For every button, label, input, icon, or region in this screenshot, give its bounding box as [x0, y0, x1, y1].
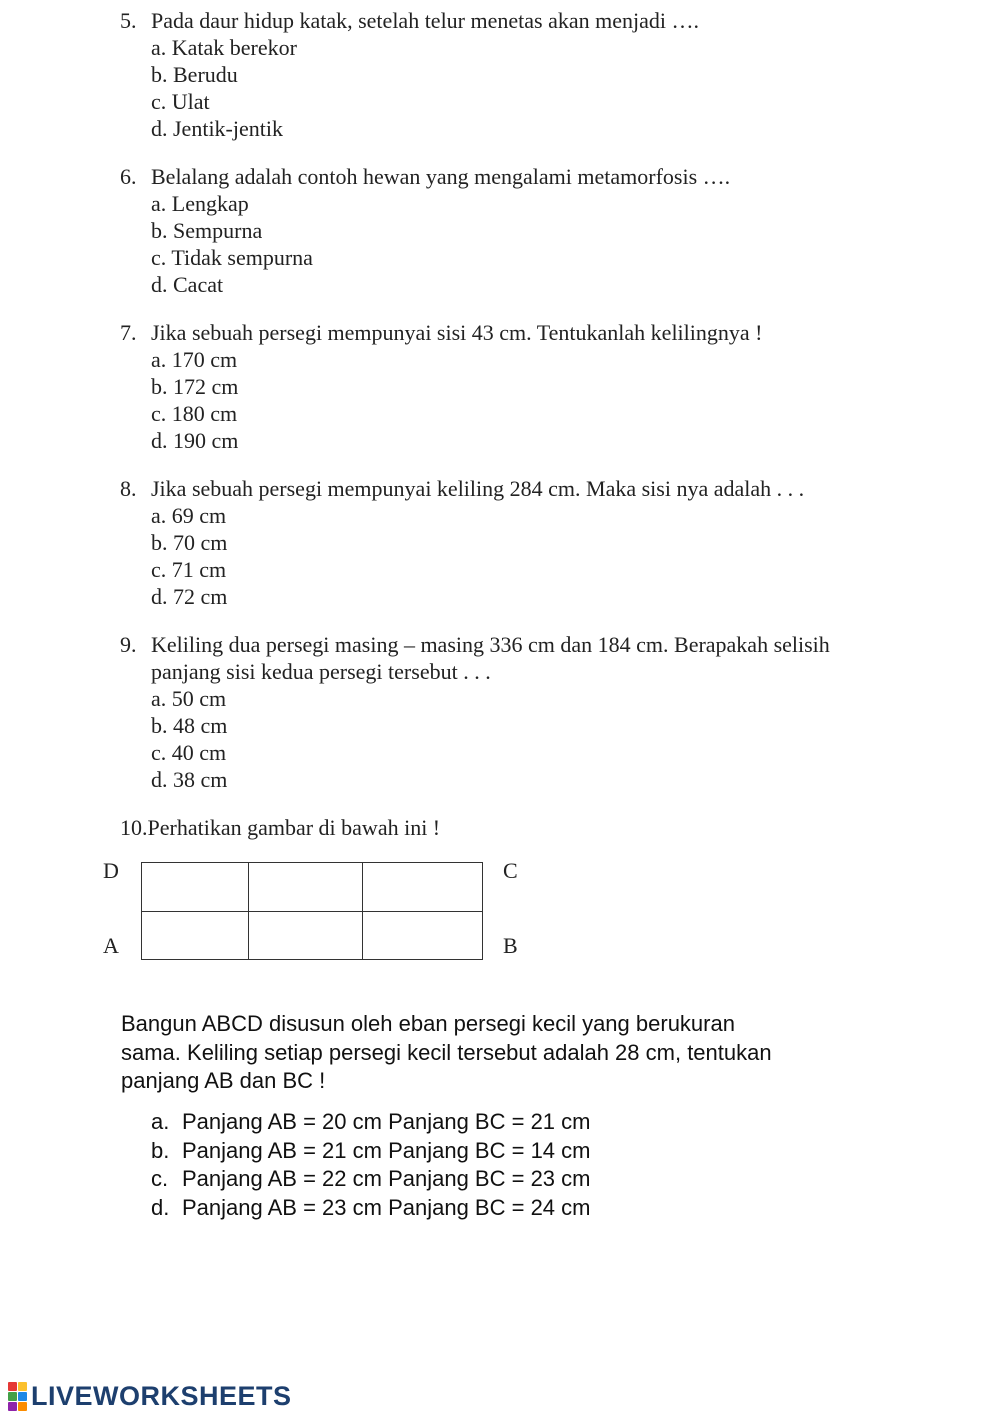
option-c: c. 40 cm — [151, 740, 227, 765]
question-number: 6. — [120, 164, 137, 189]
answer-letter: a. — [151, 1109, 170, 1134]
logo-text: LIVEWORKSHEETS — [31, 1380, 292, 1411]
question-text: Pada daur hidup katak, setelah telur menetas akan menjadi …. — [151, 8, 699, 33]
question-number: 7. — [120, 320, 137, 345]
option-d: d. 72 cm — [151, 584, 228, 609]
answer-option-b — [151, 1137, 590, 1166]
question-number: 5. — [120, 8, 137, 33]
corner-label-a: A — [103, 933, 119, 958]
paragraph-line-1: Bangun ABCD disusun oleh eban persegi kecil yang berukuran — [121, 1011, 735, 1036]
question-text-continued: panjang sisi kedua persegi tersebut . . . — [151, 659, 491, 684]
option-a: a. Katak berekor — [151, 35, 297, 60]
question-text: Belalang adalah contoh hewan yang mengalami metamorfosis …. — [151, 164, 731, 189]
option-c: c. Ulat — [151, 89, 210, 114]
answer-option-c — [151, 1165, 590, 1194]
liveworksheets-logo[interactable] — [8, 1381, 292, 1411]
question-10-paragraph — [121, 1010, 841, 1096]
answer-option-d — [151, 1194, 590, 1223]
grid-vertical-divider-1 — [248, 863, 249, 959]
option-b: b. Berudu — [151, 62, 238, 87]
question-text: Keliling dua persegi masing – masing 336 cm dan 184 cm. Berapakah selisih — [151, 632, 830, 657]
liveworksheets-logo-icon — [8, 1382, 27, 1411]
question-5 — [0, 7, 1000, 142]
option-b: b. 172 cm — [151, 374, 239, 399]
option-a: a. Lengkap — [151, 191, 249, 216]
question-10-label: 10.Perhatikan gambar di bawah ini ! — [120, 815, 441, 840]
option-d: d. 190 cm — [151, 428, 239, 453]
answer-text: Panjang AB = 21 cm Panjang BC = 14 cm — [182, 1138, 591, 1163]
question-8 — [0, 475, 1000, 610]
paragraph-line-2: sama. Keliling setiap persegi kecil tersebut adalah 28 cm, tentukan — [121, 1039, 772, 1065]
answer-text: Panjang AB = 20 cm Panjang BC = 21 cm — [182, 1109, 591, 1134]
option-b: b. Sempurna — [151, 218, 263, 243]
option-c: c. 180 cm — [151, 401, 238, 426]
question-text: Jika sebuah persegi mempunyai sisi 43 cm. Tentukanlah kelilingnya ! — [151, 320, 763, 345]
option-c: c. Tidak sempurna — [151, 245, 313, 270]
corner-label-d: D — [103, 858, 119, 883]
answer-text: Panjang AB = 23 cm Panjang BC = 24 cm — [182, 1195, 591, 1220]
corner-label-c: C — [503, 858, 518, 883]
option-a: a. 170 cm — [151, 347, 238, 372]
question-10 — [0, 814, 1000, 841]
question-text: Jika sebuah persegi mempunyai keliling 284 cm. Maka sisi nya adalah . . . — [151, 476, 805, 501]
answer-letter: d. — [151, 1195, 170, 1220]
paragraph-line-3: panjang AB dan BC ! — [121, 1068, 326, 1093]
answer-text: Panjang AB = 22 cm Panjang BC = 23 cm — [182, 1166, 591, 1191]
answer-option-a — [151, 1108, 590, 1137]
answer-letter: b. — [151, 1138, 170, 1163]
option-d: d. Jentik-jentik — [151, 116, 283, 141]
corner-label-b: B — [503, 933, 518, 958]
question-number: 8. — [120, 476, 137, 501]
question-number: 9. — [120, 632, 137, 657]
option-a: a. 50 cm — [151, 686, 227, 711]
option-b: b. 70 cm — [151, 530, 228, 555]
grid-horizontal-divider — [142, 911, 482, 912]
question-6 — [0, 163, 1000, 298]
grid-vertical-divider-2 — [362, 863, 363, 959]
option-a: a. 69 cm — [151, 503, 227, 528]
question-7 — [0, 319, 1000, 454]
question-9 — [0, 631, 1000, 793]
option-d: d. Cacat — [151, 272, 224, 297]
option-b: b. 48 cm — [151, 713, 228, 738]
option-d: d. 38 cm — [151, 767, 228, 792]
rectangle-abcd-grid — [141, 862, 483, 960]
option-c: c. 71 cm — [151, 557, 227, 582]
answer-letter: c. — [151, 1166, 169, 1191]
